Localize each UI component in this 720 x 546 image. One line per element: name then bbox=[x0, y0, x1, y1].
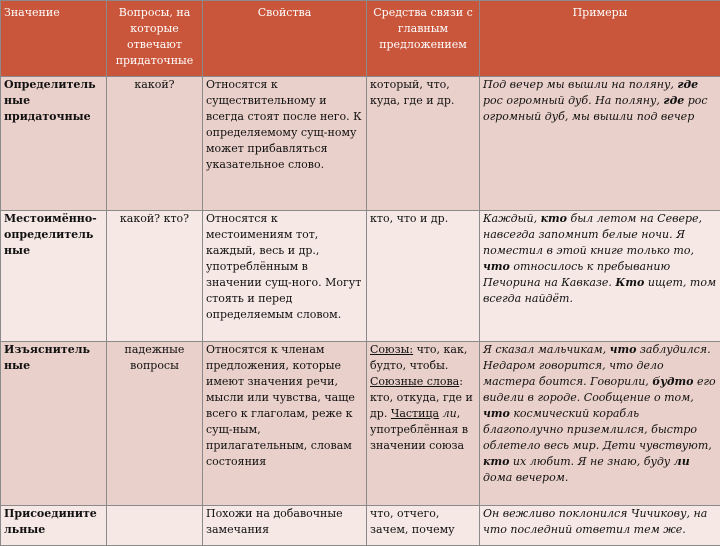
clause-connection-means bbox=[367, 342, 480, 506]
keyword: что bbox=[610, 343, 637, 356]
text-run: Я сказал мальчикам, bbox=[483, 343, 610, 356]
clause-type: Местоимённо-определитель ные bbox=[1, 211, 107, 342]
text-run: рос огромный дуб, мы вышли под вечер bbox=[483, 94, 708, 123]
keyword: что bbox=[483, 407, 510, 420]
table-row bbox=[1, 77, 720, 211]
clause-properties: Относятся к существительному и всегда стоят после него. К определяемому сущ-ному может прибавляться указательное слово. bbox=[203, 77, 367, 211]
keyword: ли bbox=[674, 455, 690, 468]
clause-questions: падежные вопросы bbox=[107, 342, 203, 506]
clause-properties: Относятся к местоимениям тот, каждый, весь и др., употреблённым в значении сущ-ного. Могут стоять и перед определяемым словом. bbox=[203, 211, 367, 342]
table-row bbox=[1, 342, 720, 506]
clause-questions: какой? кто? bbox=[107, 211, 203, 342]
keyword: где bbox=[663, 94, 684, 107]
keyword: будто bbox=[652, 375, 693, 388]
text-run: рос огромный дуб. На поляну, bbox=[483, 94, 663, 107]
clause-type: Определитель ные придаточные bbox=[1, 77, 107, 211]
keyword: Кто bbox=[615, 276, 644, 289]
text-run: относилось к пребыванию Печорина на Кавказе. bbox=[483, 260, 670, 289]
text-run: был летом на Севере, навсегда запомнит белые ночи. Я поместил в этой книге только то, bbox=[483, 212, 702, 257]
text-run: что, как, будто, чтобы. bbox=[370, 343, 467, 372]
clause-properties: Относятся к членам предложения, которые имеют значения речи, мысли или чувства, чаще всего к глаголам, реже к сущ-ным, прилагательным, словам состояния bbox=[203, 342, 367, 506]
category-label: Союзы: bbox=[370, 343, 413, 356]
header-examples: Примеры bbox=[480, 1, 720, 77]
clause-type: Изъяснитель ные bbox=[1, 342, 107, 506]
header-connection-means: Средства связи с главным предложением bbox=[367, 1, 480, 77]
keyword: кто bbox=[541, 212, 567, 225]
clause-properties: Похожи на добавочные замечания bbox=[203, 506, 367, 546]
text-run: Каждый, bbox=[483, 212, 541, 225]
text-run: , употреблённая в значении союза bbox=[370, 407, 468, 452]
text-run: дома вечером. bbox=[483, 471, 568, 484]
clause-connection-means: кто, что и др. bbox=[367, 211, 480, 342]
keyword: кто bbox=[483, 455, 509, 468]
keyword: что bbox=[483, 260, 510, 273]
clause-examples bbox=[480, 77, 720, 211]
text-run: заблудился. Недаром говорится, что дело мастера боится. Говорили, bbox=[483, 343, 711, 388]
header-row bbox=[1, 1, 720, 77]
category-label: Частица bbox=[391, 407, 439, 420]
clause-type: Присоедините льные bbox=[1, 506, 107, 546]
text-run: Под вечер мы вышли на поляну, bbox=[483, 78, 677, 91]
text-run: : кто, откуда, где и др. bbox=[370, 375, 473, 420]
table-row bbox=[1, 211, 720, 342]
clause-examples bbox=[480, 342, 720, 506]
text-run: Он вежливо поклонился Чичикову, на что последний ответил тем же. bbox=[483, 507, 707, 536]
text-run: ищет, том всегда найдёт. bbox=[483, 276, 716, 305]
clause-connection-means: что, отчего, зачем, почему bbox=[367, 506, 480, 546]
keyword: где bbox=[677, 78, 698, 91]
header-properties: Свойства bbox=[203, 1, 367, 77]
clause-connection-means: который, что, куда, где и др. bbox=[367, 77, 480, 211]
particle: ли bbox=[443, 407, 457, 420]
clause-questions: какой? bbox=[107, 77, 203, 211]
text-run: его видели в городе. Сообщение о том, bbox=[483, 375, 716, 404]
header-questions: Вопросы, на которые отвечают придаточные bbox=[107, 1, 203, 77]
header-meaning: Значение bbox=[1, 1, 107, 77]
text-run: космический корабль благополучно приземлился, быстро облетело весь мир. Дети чувствуют, bbox=[483, 407, 712, 452]
text-run: их любит. Я не знаю, буду bbox=[509, 455, 673, 468]
category-label: Союзные слова bbox=[370, 375, 459, 388]
clause-examples bbox=[480, 211, 720, 342]
